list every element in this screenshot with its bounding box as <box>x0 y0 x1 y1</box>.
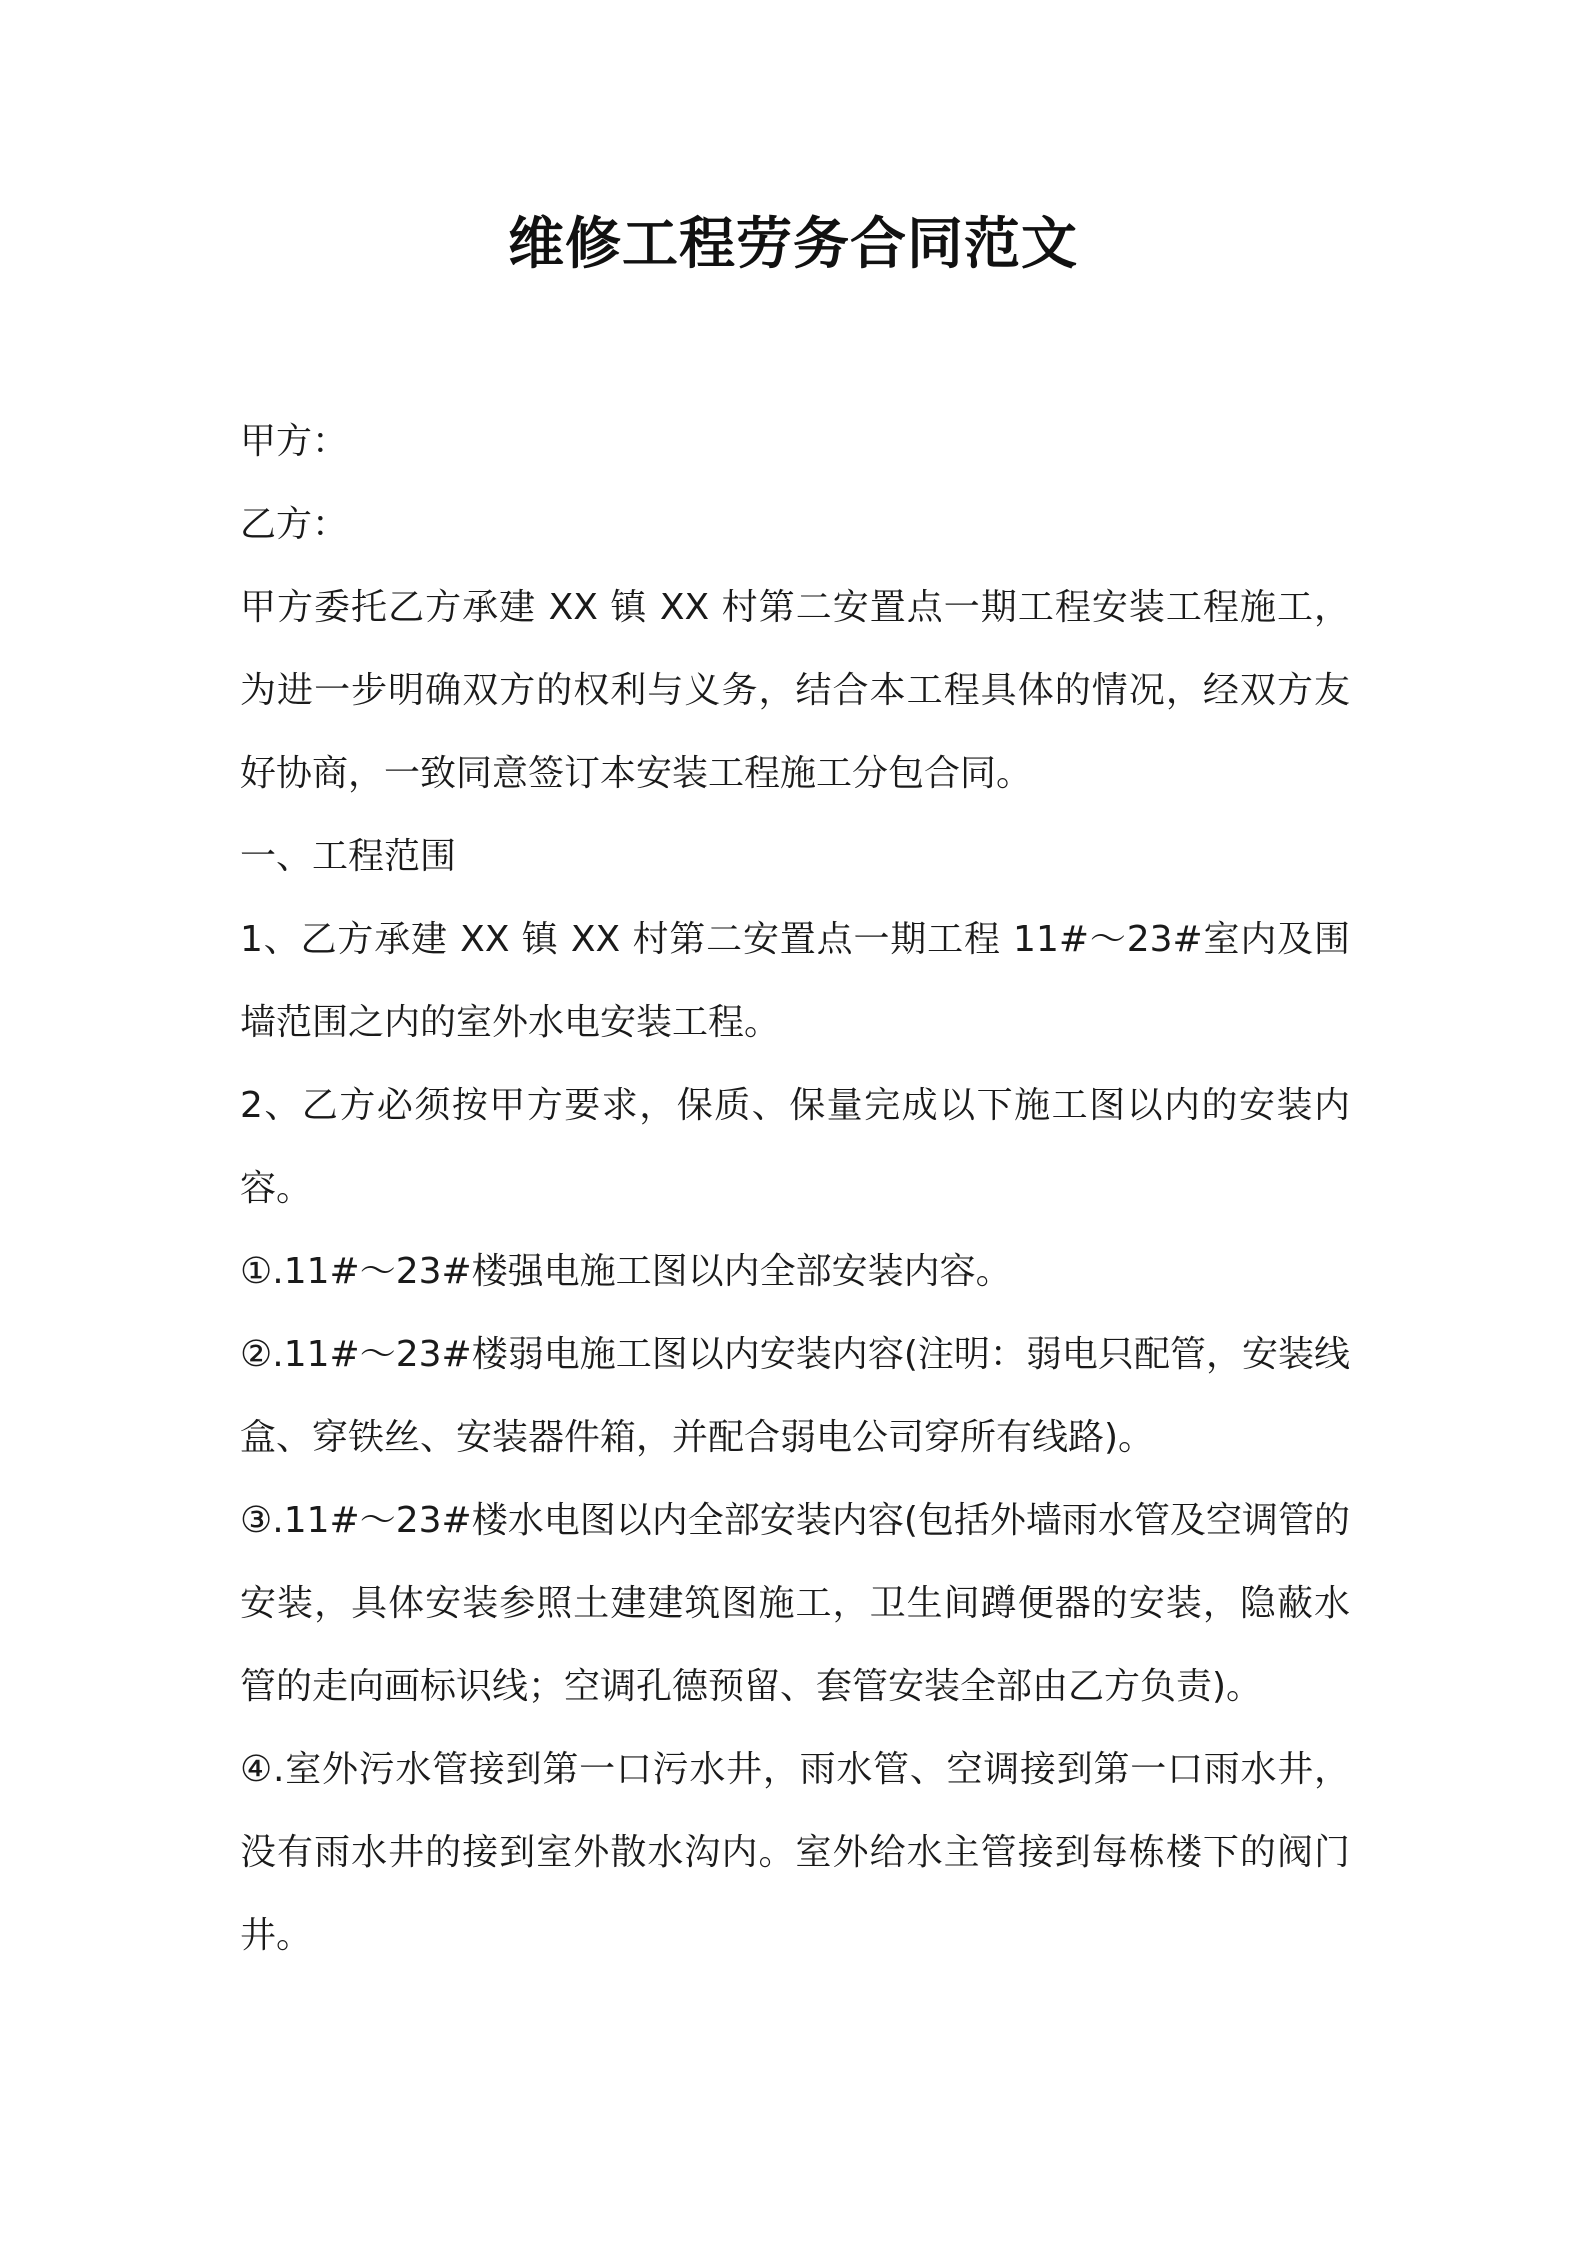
item-1: ①.11#～23#楼强电施工图以内全部安装内容。 <box>240 1251 1012 1292</box>
clause-2: 2、乙方必须按甲方要求，保质、保量完成以下施工图以内的安装内容。 <box>240 1085 1350 1209</box>
item-3: ③.11#～23#楼水电图以内全部安装内容(包括外墙雨水管及空调管的安装，具体安装参照土建建筑图施工，卫生间蹲便器的安装，隐蔽水管的走向画标识线；空调孔德预留、套管安装全部由乙方负责)。 <box>240 1500 1350 1707</box>
party-a-line: 甲方： <box>240 421 349 462</box>
clause-1: 1、乙方承建 XX 镇 XX 村第二安置点一期工程 11#～23#室内及围墙范围之内的室外水电安装工程。 <box>240 919 1350 1043</box>
item-2: ②.11#～23#楼弱电施工图以内安装内容(注明：弱电只配管，安装线盒、穿铁丝、安装器件箱，并配合弱电公司穿所有线路)。 <box>240 1334 1350 1458</box>
intro-paragraph: 甲方委托乙方承建 XX 镇 XX 村第二安置点一期工程安装工程施工，为进一步明确双方的权利与义务，结合本工程具体的情况，经双方友好协商，一致同意签订本安装工程施工分包合同。 <box>240 587 1350 794</box>
document-body <box>240 400 1350 1977</box>
item-4: ④.室外污水管接到第一口污水井，雨水管、空调接到第一口雨水井，没有雨水井的接到室外散水沟内。室外给水主管接到每栋楼下的阀门井。 <box>240 1749 1350 1956</box>
document-title: 维修工程劳务合同范文 <box>508 212 1078 277</box>
section-heading-scope: 一、工程范围 <box>240 836 457 877</box>
party-b-line: 乙方： <box>240 504 349 545</box>
